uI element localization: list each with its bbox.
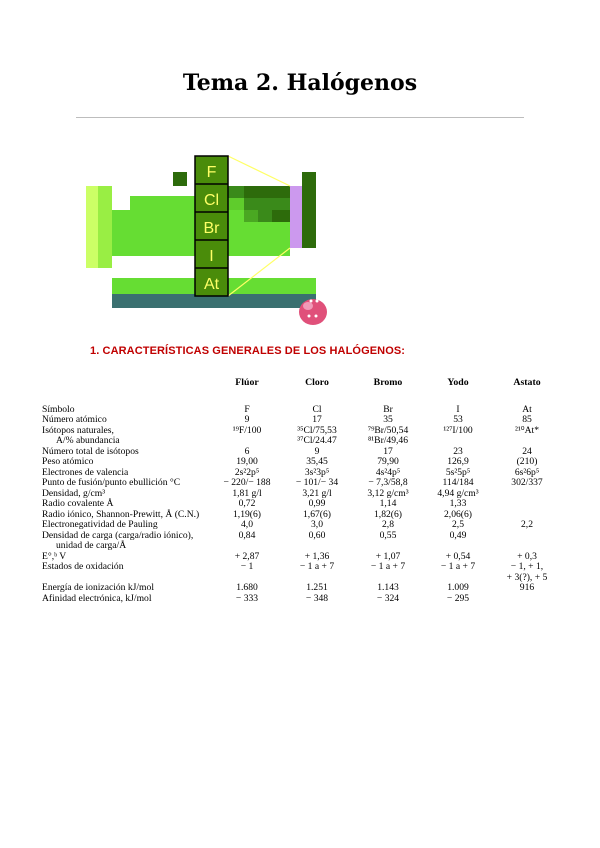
column-header: Bromo [373, 377, 403, 388]
table-cell: 3,21 g/l [302, 487, 332, 499]
table-cell: − 1 a + 7 [370, 561, 406, 572]
row-label: Número atómico [42, 414, 107, 425]
table-row [42, 489, 562, 500]
table-cell: 1.680 [236, 582, 258, 593]
table-cell: + 0,3 [517, 550, 537, 562]
table-cell: 0,60 [308, 529, 326, 541]
table-cell: − 1, + 1, + 3(?), + 5 [506, 561, 548, 583]
table-cell: − 295 [446, 592, 470, 604]
table-cell: ¹²⁷I/100 [443, 424, 473, 436]
column-header [42, 378, 212, 405]
cell-Cl: Cl [203, 192, 220, 209]
table-cell: 4,94 g/cm³ [437, 487, 479, 499]
table-cell: 17 [383, 445, 393, 457]
table-cell: 24 [522, 445, 532, 457]
row-label: Punto de fusión/punto ebullición °C [42, 477, 181, 488]
table-cell [492, 531, 562, 552]
table-cell: 79,90 [377, 456, 399, 467]
table-cell: I [456, 403, 460, 415]
stair-6 [272, 210, 290, 222]
table-cell: ¹⁹F/100 [232, 424, 262, 436]
table-cell: − 1 a + 7 [440, 561, 476, 572]
table-cell: 0,72 [238, 498, 256, 509]
table-cell: 17 [312, 414, 322, 425]
row-label: E°,ᵇ V [42, 550, 67, 562]
dark-square [173, 172, 187, 186]
table-cell [492, 594, 562, 605]
table-cell: − 1 a + 7 [299, 561, 335, 572]
table-cell: − 101/− 34 [295, 477, 339, 488]
table-row [42, 415, 562, 426]
column-header: Yodo [447, 377, 469, 388]
row-label: Electrones de valencia [42, 466, 129, 478]
table-row [42, 583, 562, 594]
cell-I: I [209, 248, 214, 265]
table-cell: 0,49 [449, 529, 467, 541]
stair-5 [258, 210, 272, 222]
cell-Br: Br [203, 220, 220, 237]
table-cell: 35 [383, 414, 393, 425]
table-cell: Cl [312, 403, 322, 415]
table-cell: 2s²2p⁵ [234, 466, 260, 478]
pale-strip-2 [98, 186, 112, 268]
row-label: Estados de oxidación [42, 561, 124, 572]
page-title: Tema 2. Halógenos [182, 70, 418, 96]
table-row [42, 520, 562, 531]
table-cell [492, 499, 562, 510]
table-cell: 126,9 [447, 456, 469, 467]
table-cell: At [522, 403, 532, 415]
row-label: Número total de isótopos [42, 445, 139, 457]
lilac-column [290, 186, 302, 248]
row-label: Peso atómico [42, 456, 94, 467]
table-cell: 4s²4p⁵ [375, 466, 401, 478]
pale-strip [86, 186, 98, 268]
table-cell: + 2,87 [234, 550, 260, 562]
row-label: Densidad de carga (carga/radio iónico), unidad de carga/Å [42, 529, 194, 551]
row-label: Radio iónico, Shannon-Prewitt, Å (C.N.) [42, 508, 200, 520]
table-cell: − 1 [240, 561, 254, 572]
table-cell: − 333 [235, 592, 259, 604]
column-header: Astato [513, 377, 541, 388]
light-green-step [130, 196, 196, 210]
table-cell: ²¹⁰At* [515, 424, 539, 436]
table-cell: 2,8 [382, 519, 394, 530]
table-cell: (210) [516, 456, 538, 467]
table-cell: − 324 [376, 592, 400, 604]
table-cell: 1,82(6) [374, 508, 402, 520]
table-cell: 0,99 [308, 498, 326, 509]
stair-2 [244, 186, 290, 198]
table-row [42, 426, 562, 447]
table-cell: 1.143 [377, 582, 399, 593]
table-cell: 302/337 [511, 477, 543, 488]
light-green-body [112, 210, 196, 256]
periodic-table-figure [0, 0, 600, 340]
table-cell: − 7,3/58,8 [368, 477, 408, 488]
table-cell: 1,81 g/l [232, 487, 262, 499]
table-cell: 85 [522, 414, 532, 425]
table-cell: 916 [519, 582, 535, 593]
table-cell: 2,2 [521, 519, 533, 530]
halogen-properties-table [42, 378, 562, 604]
table-row [42, 531, 562, 552]
section-heading: 1. CARACTERÍSTICAS GENERALES DE LOS HALÓGENOS: [90, 345, 406, 357]
table-row [42, 594, 562, 605]
table-cell: 53 [453, 414, 463, 425]
table-cell: 2,5 [452, 519, 464, 530]
table-row [42, 499, 562, 510]
column-header: Cloro [305, 377, 329, 388]
stair-4 [244, 210, 258, 222]
table-cell: 114/184 [442, 477, 474, 488]
table-cell: 1.251 [306, 582, 328, 593]
table-cell: 6s²6p⁵ [514, 466, 540, 478]
table-cell: 9 [244, 414, 250, 425]
table-cell: 1,19(6) [233, 508, 261, 520]
table-cell [492, 489, 562, 500]
table-cell: + 1,36 [304, 550, 330, 562]
table-row [42, 478, 562, 489]
table-cell: + 1,07 [375, 550, 401, 562]
row-label: Símbolo [42, 403, 75, 415]
table-cell: 3,12 g/cm³ [367, 487, 409, 499]
table-cell: 3,0 [311, 519, 323, 530]
row-label: Densidad, g/cm³ [42, 487, 106, 499]
table-cell: 35,45 [306, 456, 328, 467]
row-label: Isótopos naturales, A/% abundancia [42, 424, 120, 446]
table-cell: F [244, 403, 250, 415]
table-cell: 19,00 [236, 456, 258, 467]
cell-At: At [203, 276, 220, 293]
stair-3 [228, 198, 244, 210]
table-cell: − 348 [305, 592, 329, 604]
table-cell: − 220/− 188 [223, 477, 271, 488]
table-row [42, 457, 562, 468]
row-label: Electronegatividad de Pauling [42, 519, 158, 530]
table-cell: 1,33 [449, 498, 467, 509]
row-label: Energía de ionización kJ/mol [42, 582, 154, 593]
row-label: Afinidad electrónica, kJ/mol [42, 592, 152, 604]
table-row [42, 447, 562, 458]
halogen-column [195, 156, 228, 296]
table-cell: 1,67(6) [303, 508, 331, 520]
table-row [42, 562, 562, 583]
table-cell: ⁷⁹Br/50,54 ⁸¹Br/49,46 [367, 424, 409, 446]
table-cell: 23 [453, 445, 463, 457]
table-cell: + 0,54 [445, 550, 471, 562]
table-cell: 1.009 [447, 582, 469, 593]
table-cell: Br [383, 403, 393, 415]
table-cell: 9 [314, 445, 320, 457]
noble-column [302, 172, 316, 248]
table-cell: 3s²3p⁵ [304, 466, 330, 478]
table-cell: 5s²5p⁵ [445, 466, 471, 478]
table-cell: 2,06(6) [444, 508, 472, 520]
table-cell: 1,14 [379, 498, 397, 509]
table-cell: 4,0 [241, 519, 253, 530]
column-header: Flúor [235, 377, 259, 388]
table-cell: 0,84 [238, 529, 256, 541]
table-cell: 0,55 [379, 529, 397, 541]
molecule-icon [299, 299, 327, 325]
table-cell: 6 [244, 445, 250, 457]
row-label: Radio covalente Å [42, 498, 114, 509]
table-cell: ³⁵Cl/75,53 ³⁷Cl/24.47 [297, 424, 337, 446]
table-row [42, 405, 562, 416]
cell-F: F [206, 164, 217, 181]
table-header-row [42, 378, 562, 405]
